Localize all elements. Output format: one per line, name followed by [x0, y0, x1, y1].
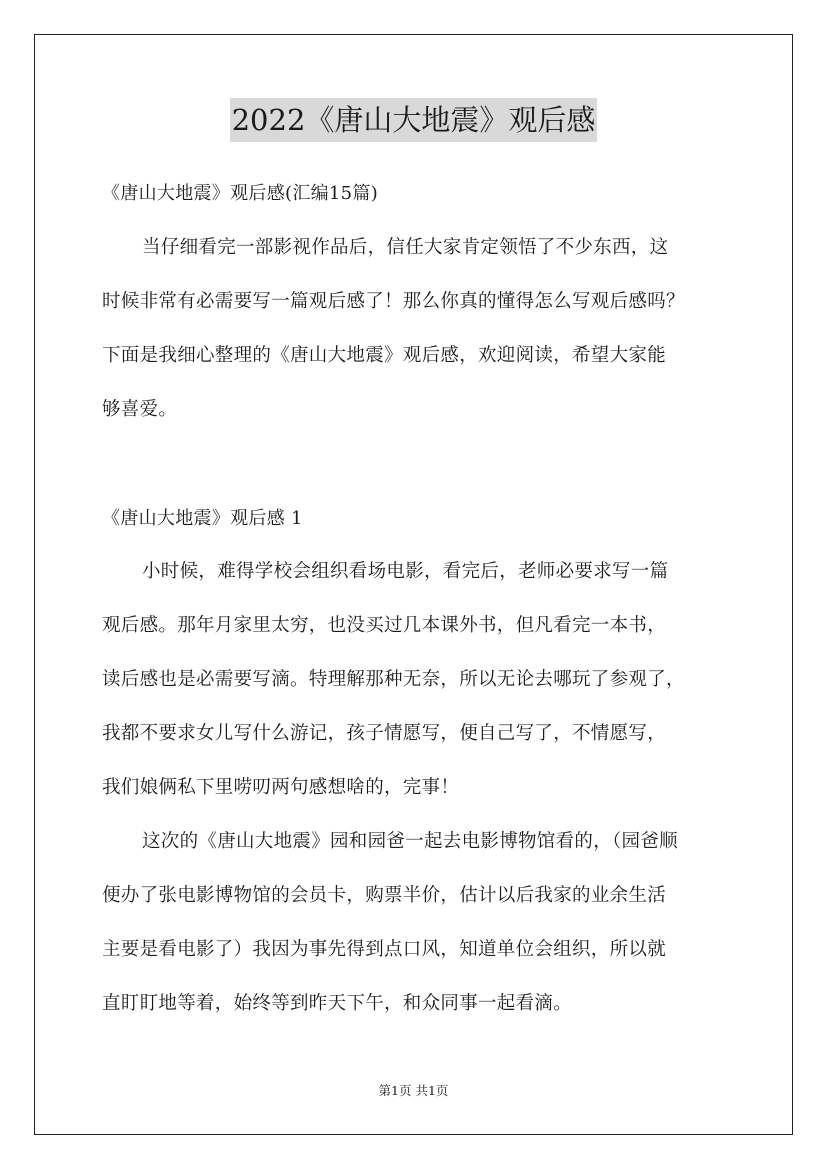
page-number-footer: 第1页 共1页	[378, 1083, 449, 1098]
document-subtitle: 《唐山大地震》观后感(汇编15篇)	[102, 183, 379, 204]
para2-line-3: 主要是看电影了）我因为事先得到点口风，知道单位会组织，所以就	[102, 939, 667, 960]
intro-line-2: 时候非常有必需要写一篇观后感了！那么你真的懂得怎么写观后感吗？	[102, 291, 685, 312]
para1-line-3: 读后感也是必需要写滴。特理解那种无奈，所以无论去哪玩了参观了，	[102, 669, 685, 690]
para1-line-5: 我们娘俩私下里唠叨两句感想啥的，完事！	[102, 777, 460, 798]
para1-line-4: 我都不要求女儿写什么游记，孩子情愿写，便自己写了，不情愿写，	[102, 723, 667, 744]
para2-line-1: 这次的《唐山大地震》园和园爸一起去电影博物馆看的，（园爸顺	[142, 831, 678, 852]
para1-line-1: 小时候，难得学校会组织看场电影，看完后，老师必要求写一篇	[142, 561, 669, 582]
intro-line-3: 下面是我细心整理的《唐山大地震》观后感，欢迎阅读，希望大家能	[102, 345, 667, 366]
para1-line-2: 观后感。那年月家里太穷，也没买过几本课外书，但凡看完一本书，	[102, 615, 667, 636]
para2-line-2: 便办了张电影博物馆的会员卡，购票半价，估计以后我家的业余生活	[102, 885, 667, 906]
para2-line-4: 直盯盯地等着，始终等到昨天下午，和众同事一起看滴。	[102, 993, 573, 1014]
intro-line-1: 当仔细看完一部影视作品后，信任大家肯定领悟了不少东西，这	[142, 237, 669, 258]
section-heading: 《唐山大地震》观后感 1	[102, 508, 303, 529]
title-container	[0, 98, 827, 142]
intro-line-4: 够喜爱。	[102, 399, 178, 420]
document-title: 2022《唐山大地震》观后感	[230, 98, 598, 142]
